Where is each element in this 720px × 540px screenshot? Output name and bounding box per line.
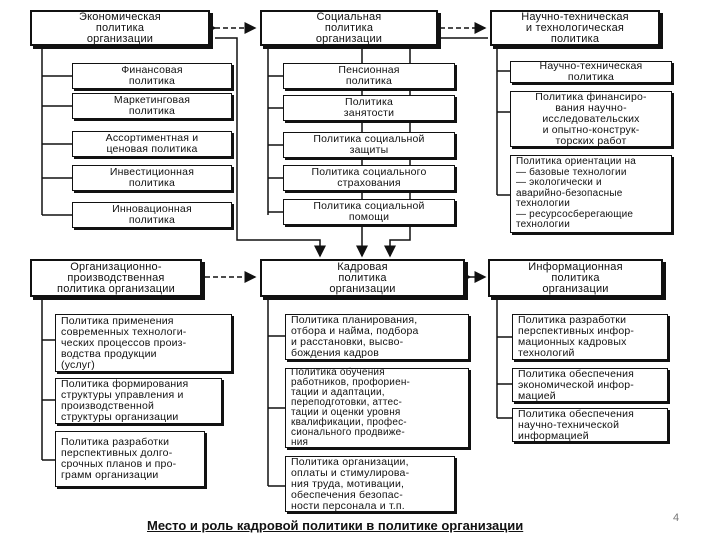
scitech-info-policy-box: Политика обеспечения научно-технической информацией — [512, 408, 668, 442]
investment-policy-box: Инвестиционная политика — [72, 165, 232, 191]
hr-policy-box: Кадровая политика организации — [260, 259, 465, 297]
innovation-policy-box: Инновационная политика — [72, 202, 232, 228]
technology-processes-policy-box: Политика применения современных технологи- ческих процессов произ- водства продукции (услуг) — [55, 314, 232, 372]
rnd-funding-policy-box: Политика финансиро- вания научно- исследовательских и опытно-конструк- торских работ — [510, 91, 672, 147]
pension-policy-box: Пенсионная политика — [283, 63, 455, 89]
hr-planning-policy-box: Политика планирования, отбора и найма, подбора и расстановки, высво- бождения кадров — [285, 314, 469, 360]
org-production-policy-box: Организационно- производственная политика организации — [30, 259, 202, 297]
finance-policy-box: Финансовая политика — [72, 63, 232, 89]
technology-orientation-policy-box: Политика ориентации на — базовые технологии — экологически и аварийно-безопасные технологии — ресурсосберегающие технологии — [510, 155, 672, 233]
info-policy-box: Информационная политика организации — [488, 259, 663, 297]
hr-compensation-policy-box: Политика организации, оплаты и стимулирова- ния труда, мотивации, обеспечения безопас- ности персонала и т.п. — [285, 456, 455, 512]
social-policy-box: Социальная политика организации — [260, 10, 438, 46]
page-number: 4 — [673, 512, 680, 524]
long-term-plans-policy-box: Политика разработки перспективных долго- срочных планов и про- грамм организации — [55, 431, 205, 487]
info-tech-policy-box: Политика разработки перспективных инфор- мационных кадровых технологий — [512, 314, 668, 360]
scitech-policy-box: Научно-техническая и технологическая политика — [490, 10, 660, 46]
social-protection-policy-box: Политика социальной защиты — [283, 132, 455, 158]
hr-training-policy-box: Политика обучения работников, профориен- тации и адаптации, переподготовки, аттес- тации и оценки уровня квалификации, профес- сионального продвиже- ния — [285, 368, 469, 448]
social-insurance-policy-box: Политика социального страхования — [283, 165, 455, 191]
economic-info-policy-box: Политика обеспечения экономической инфор- мацией — [512, 368, 668, 402]
diagram-caption: Место и роль кадровой политики в политике организации — [147, 518, 524, 533]
econ-policy-box: Экономическая политика организации — [30, 10, 210, 46]
assortment-price-policy-box: Ассортиментная и ценовая политика — [72, 131, 232, 157]
marketing-policy-box: Маркетинговая политика — [72, 93, 232, 119]
management-structure-policy-box: Политика формирования структуры управления и производственной структуры организации — [55, 378, 222, 424]
scitech-subpolicy-box: Научно-техническая политика — [510, 61, 672, 83]
employment-policy-box: Политика занятости — [283, 95, 455, 121]
social-assistance-policy-box: Политика социальной помощи — [283, 199, 455, 225]
